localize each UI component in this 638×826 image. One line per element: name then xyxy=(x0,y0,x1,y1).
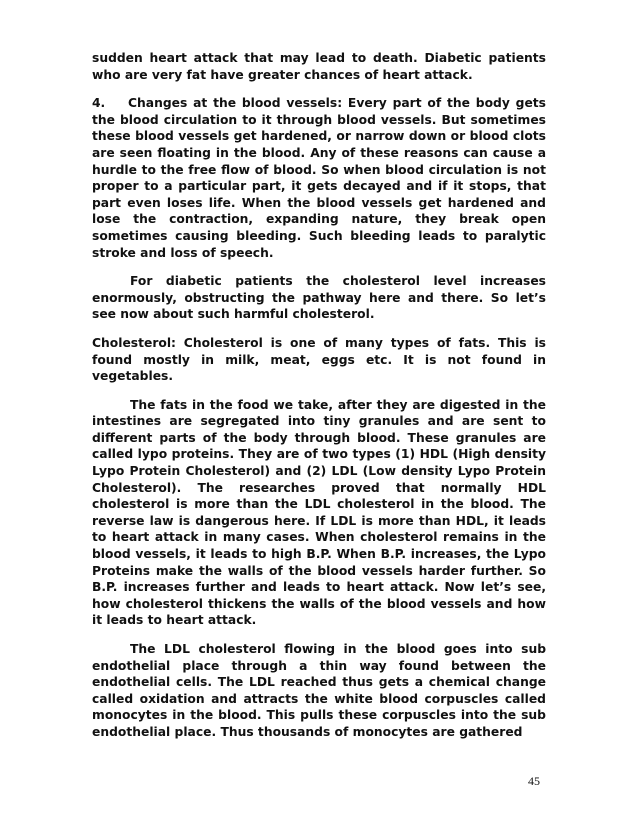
paragraph-cholesterol-definition xyxy=(92,335,546,385)
paragraph-text: Cholesterol: Cholesterol is one of many types of fats. This is found mostly in milk, meat, eggs etc. It is not found in vegetables. xyxy=(92,335,546,384)
paragraph-text: For diabetic patients the cholesterol level increases enormously, obstructing the pathway here and there. So let’s see now about such harmful cholesterol. xyxy=(92,274,546,322)
paragraph-diabetic-cholesterol xyxy=(92,273,546,323)
paragraph-lypo-proteins xyxy=(92,397,546,629)
paragraph-heart-attack-continuation xyxy=(92,50,546,83)
body-text xyxy=(92,50,546,753)
paragraph-text: The fats in the food we take, after they are digested in the intestines are segregated into tiny granules and are sent to different parts of the body through blood. These granules are called lypo proteins. They are of two types (1) HDL (High density Lypo Protein Cholesterol) and (2) LDL (Low density Lypo Protein Cholesterol). The researches proved that normally HDL cholesterol is more than the LDL cholesterol in the blood. The reverse law is dangerous here. If LDL is more than HDL, it leads to heart attack in many cases. When cholesterol remains in the blood vessels, it leads to high B.P. When B.P. increases, the Lypo Proteins make the walls of the blood vessels harder further. So B.P. increases further and leads to heart attack. Now let’s see, how cholesterol thickens the walls of the blood vessels and how it leads to heart attack. xyxy=(92,397,546,628)
paragraph-blood-vessels xyxy=(92,95,546,261)
paragraph-text: Changes at the blood vessels: Every part of the body gets the blood circulation to it through blood vessels. But sometimes these blood vessels get hardened, or narrow down or blood clots are seen floating in the blood. Any of these reasons can cause a hurdle to the free flow of blood. So when blood circulation is not proper to a particular part, it gets decayed and if it stops, that part even loses life. When the blood vessels get hardened and lose the contraction, expanding nature, they break open sometimes causing bleeding. Such bleeding leads to paralytic stroke and loss of speech. xyxy=(92,96,546,260)
paragraph-ldl-oxidation xyxy=(92,641,546,741)
list-number: 4. xyxy=(92,96,106,111)
paragraph-text: sudden heart attack that may lead to death. Diabetic patients who are very fat have greater chances of heart attack. xyxy=(92,51,546,82)
paragraph-text: The LDL cholesterol flowing in the blood goes into sub endothelial place through a thin way found between the endothelial cells. The LDL reached thus gets a chemical change called oxidation and attracts the white blood corpuscles called monocytes in the blood. This pulls these corpuscles into the sub endothelial place. Thus thousands of monocytes are gathered xyxy=(92,642,546,739)
page-number: 45 xyxy=(528,774,540,788)
